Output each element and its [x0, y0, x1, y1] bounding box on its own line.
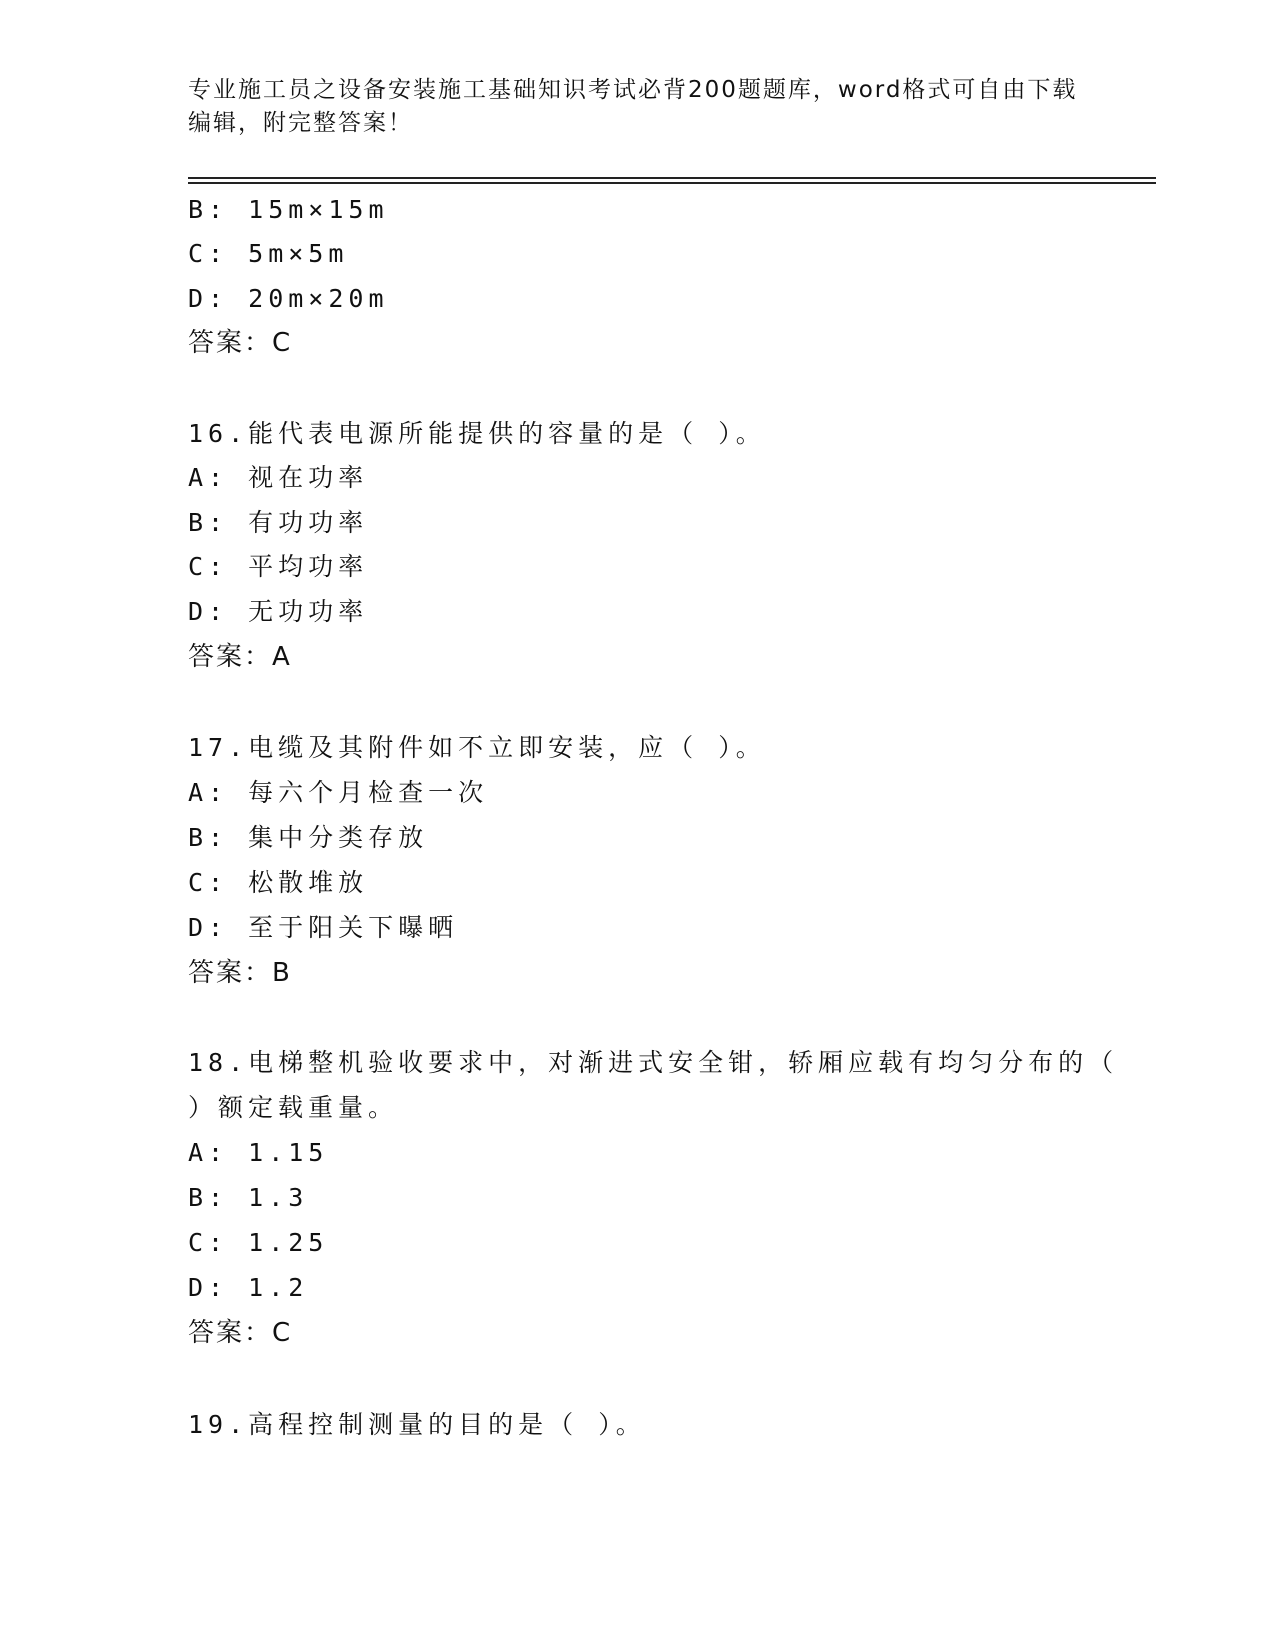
q18-question-line-2: ）额定载重量。 — [188, 1093, 399, 1122]
header-divider-bottom — [188, 182, 1156, 184]
q15-answer: 答案：C — [188, 328, 293, 358]
q18-option-c: C: 1.25 — [188, 1228, 329, 1257]
q17-option-c: C: 松散堆放 — [188, 868, 369, 897]
header-title-line-1: 专业施工员之设备安装施工基础知识考试必背200题题库，word格式可自由下载 — [188, 77, 1078, 103]
q16-option-c: C: 平均功率 — [188, 552, 369, 581]
q18-option-b: B: 1.3 — [188, 1183, 309, 1212]
q15-option-b: B: 15m×15m — [188, 195, 389, 224]
q17-option-d: D: 至于阳关下曝晒 — [188, 913, 459, 942]
header-divider-top — [188, 177, 1156, 179]
q16-option-b: B: 有功功率 — [188, 508, 369, 537]
q15-option-c: C: 5m×5m — [188, 239, 349, 268]
q17-answer: 答案：B — [188, 958, 292, 988]
header-title-line-2: 编辑，附完整答案！ — [188, 110, 413, 136]
q16-option-a: A: 视在功率 — [188, 463, 369, 492]
q18-answer: 答案：C — [188, 1318, 293, 1348]
q18-option-d: D: 1.2 — [188, 1273, 309, 1302]
q18-option-a: A: 1.15 — [188, 1138, 329, 1167]
q19-question: 19.高程控制测量的目的是（ ）。 — [188, 1410, 646, 1439]
q18-question-line-1: 18.电梯整机验收要求中，对渐进式安全钳，轿厢应载有均匀分布的（ — [188, 1048, 1119, 1077]
q17-question: 17.电缆及其附件如不立即安装，应（ ）。 — [188, 733, 766, 762]
q17-option-a: A: 每六个月检查一次 — [188, 778, 489, 807]
q16-option-d: D: 无功功率 — [188, 597, 369, 626]
q17-option-b: B: 集中分类存放 — [188, 823, 429, 852]
q16-question: 16.能代表电源所能提供的容量的是（ ）。 — [188, 419, 766, 448]
q16-answer: 答案：A — [188, 642, 292, 672]
q15-option-d: D: 20m×20m — [188, 284, 389, 313]
document-header — [188, 74, 1088, 140]
